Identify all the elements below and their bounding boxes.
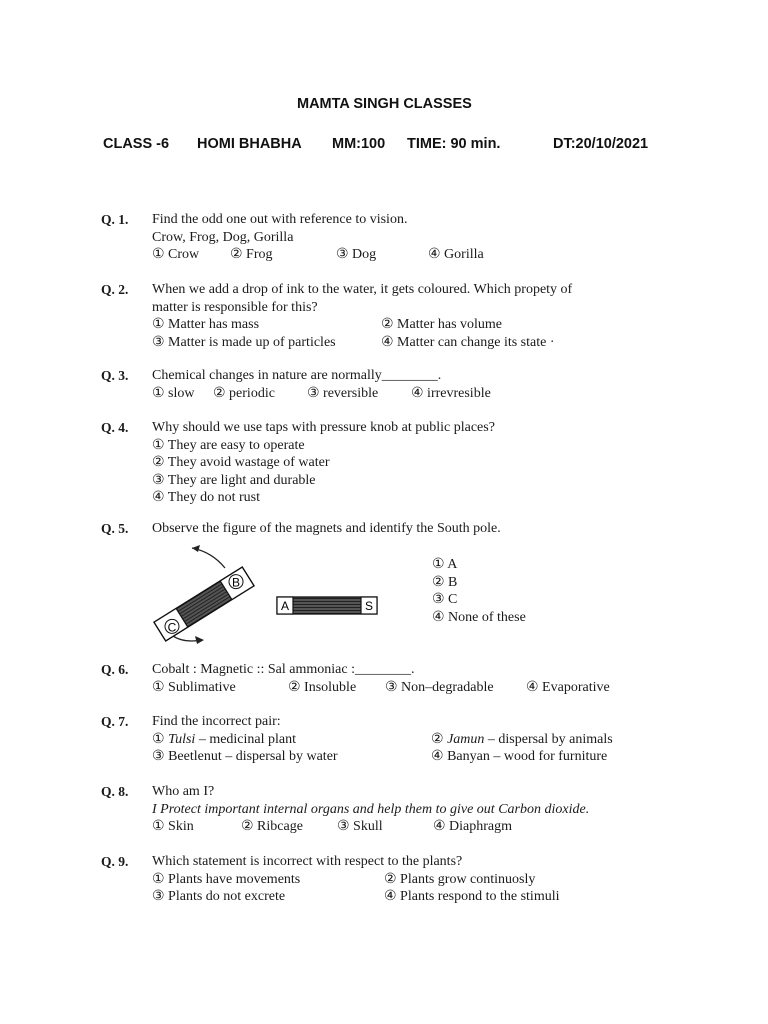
- option-4[interactable]: [431, 748, 607, 766]
- time-label: TIME: 90 min.: [407, 136, 501, 152]
- option-2[interactable]: ② Matter has volume: [381, 317, 503, 332]
- option-4[interactable]: ④ Matter can change its state ·: [381, 334, 555, 350]
- question-number: Q. 6.: [101, 662, 129, 677]
- option-text: Beetlenut – dispersal by water: [164, 749, 338, 764]
- question-text: Chemical changes in nature are normally________.: [152, 368, 442, 383]
- option-number: ②: [431, 731, 444, 747]
- option-2[interactable]: ② B: [432, 574, 458, 590]
- option-number: ①: [152, 731, 165, 747]
- question-number: Q. 3.: [101, 368, 129, 383]
- option-1[interactable]: ① Sublimative: [152, 679, 236, 695]
- option-4[interactable]: ④ They do not rust: [152, 490, 260, 505]
- pole-label-a: A: [280, 599, 290, 613]
- question-text: Find the odd one out with reference to vision.: [152, 212, 408, 227]
- question-text: When we add a drop of ink to the water, it gets coloured. Which propety of: [152, 282, 573, 297]
- arrow-head-bottom: [195, 636, 204, 644]
- question-text: matter is responsible for this?: [152, 299, 318, 315]
- date-label: DT:20/10/2021: [553, 136, 649, 152]
- question-number: Q. 9.: [101, 854, 129, 869]
- question-text: I Protect important internal organs and help them to give out Carbon dioxide.: [152, 801, 590, 817]
- option-term: Tulsi: [168, 731, 196, 747]
- option-3[interactable]: [152, 748, 338, 766]
- question-number: Q. 1.: [101, 212, 129, 227]
- max-marks-label: MM:100: [332, 136, 386, 152]
- question-text: Crow, Frog, Dog, Gorilla: [152, 229, 294, 245]
- option-4[interactable]: ④ Plants respond to the stimuli: [384, 889, 560, 904]
- question-text: Cobalt : Magnetic :: Sal ammoniac :________.: [152, 662, 415, 677]
- option-3[interactable]: ③ Non–degradable: [385, 679, 494, 695]
- magnets-figure: [140, 540, 400, 650]
- tilted-magnet: [154, 567, 254, 641]
- question-number: Q. 7.: [101, 714, 129, 729]
- option-3[interactable]: ③ Dog: [336, 247, 377, 262]
- option-4[interactable]: ④ Gorilla: [428, 247, 484, 262]
- section-label: HOMI BHABHA: [197, 136, 302, 152]
- option-2[interactable]: ② Insoluble: [288, 679, 357, 695]
- question-number: Q. 2.: [101, 282, 129, 297]
- option-1[interactable]: [152, 731, 296, 749]
- option-1[interactable]: ① Matter has mass: [152, 317, 260, 332]
- option-term: Jamun: [447, 731, 485, 747]
- pole-label-b: B: [232, 575, 241, 590]
- option-4[interactable]: ④ Diaphragm: [433, 819, 513, 834]
- horizontal-magnet: [277, 597, 377, 614]
- option-text: Banyan – wood for furniture: [443, 749, 608, 764]
- option-1[interactable]: ① slow: [152, 385, 195, 401]
- option-3[interactable]: ③ Skull: [337, 819, 383, 834]
- option-3[interactable]: ③ reversible: [307, 385, 379, 401]
- option-1[interactable]: ① They are easy to operate: [152, 437, 305, 453]
- question-number: Q. 4.: [101, 420, 129, 435]
- option-2[interactable]: ② Plants grow continuosly: [384, 871, 536, 887]
- option-text: – medicinal plant: [195, 731, 297, 747]
- pole-label-s: S: [364, 599, 374, 613]
- option-1[interactable]: ① Skin: [152, 819, 194, 834]
- option-3[interactable]: ③ They are light and durable: [152, 472, 316, 488]
- option-text: – dispersal by animals: [484, 731, 613, 747]
- option-3[interactable]: ③ Plants do not excrete: [152, 889, 286, 904]
- option-4[interactable]: ④ irrevresible: [411, 385, 491, 401]
- option-number: ④: [431, 749, 444, 764]
- pole-label-c: C: [167, 620, 177, 635]
- option-1[interactable]: ① Crow: [152, 247, 200, 262]
- option-2[interactable]: [431, 731, 613, 749]
- option-2[interactable]: ② They avoid wastage of water: [152, 455, 330, 470]
- question-text: Why should we use taps with pressure knob at public places?: [152, 420, 495, 435]
- question-text: Observe the figure of the magnets and identify the South pole.: [152, 521, 501, 536]
- option-4[interactable]: ④ None of these: [432, 609, 526, 625]
- question-text: Who am I?: [152, 784, 215, 799]
- option-number: ③: [152, 749, 165, 764]
- option-2[interactable]: ② Frog: [230, 247, 273, 262]
- option-4[interactable]: ④ Evaporative: [526, 679, 610, 695]
- question-text: Which statement is incorrect with respect to the plants?: [152, 854, 463, 869]
- question-number: Q. 5.: [101, 521, 129, 536]
- question-text: Find the incorrect pair:: [152, 714, 281, 729]
- option-1[interactable]: ① Plants have movements: [152, 871, 301, 887]
- option-2[interactable]: ② periodic: [213, 385, 275, 401]
- institute-title: MAMTA SINGH CLASSES: [297, 96, 472, 112]
- question-number: Q. 8.: [101, 784, 129, 799]
- class-label: CLASS -6: [103, 136, 170, 152]
- option-1[interactable]: ① A: [432, 557, 458, 572]
- arrow-head-top: [192, 545, 200, 552]
- option-2[interactable]: ② Ribcage: [241, 819, 303, 834]
- option-3[interactable]: ③ C: [432, 592, 458, 607]
- option-3[interactable]: ③ Matter is made up of particles: [152, 334, 336, 350]
